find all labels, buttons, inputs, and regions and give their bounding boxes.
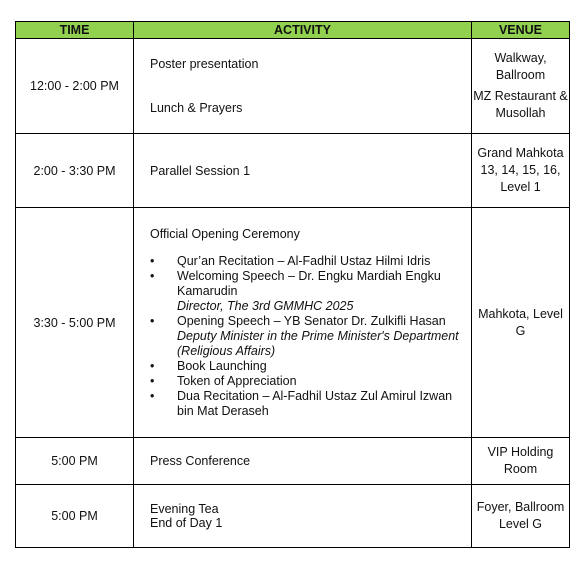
list-item: • Qur’an Recitation – Al-Fadhil Ustaz Hilmi Idris xyxy=(150,254,463,269)
list-item-subtitle: Director, The 3rd GMMHC 2025 xyxy=(177,298,354,313)
activity-cell: Parallel Session 1 xyxy=(134,134,472,208)
header-venue: VENUE xyxy=(472,22,570,39)
time-cell: 5:00 PM xyxy=(16,485,134,548)
table-row xyxy=(16,438,570,485)
list-item: • Opening Speech – YB Senator Dr. Zulkifli Hasan xyxy=(150,314,463,329)
activity-item: End of Day 1 xyxy=(150,516,223,530)
table-row xyxy=(16,485,570,548)
list-item: • Token of Appreciation xyxy=(150,374,463,389)
venue-cell: Mahkota, Level G xyxy=(472,208,570,438)
venue-item: Walkway, Ballroom xyxy=(494,51,547,82)
venue-item: MZ Restaurant & Musollah xyxy=(473,89,568,120)
list-item-subtitle: Deputy Minister in the Prime Minister's Department (Religious Affairs) xyxy=(177,328,459,358)
venue-cell: VIP Holding Room xyxy=(472,438,570,485)
time-cell: 2:00 - 3:30 PM xyxy=(16,134,134,208)
venue-cell xyxy=(472,39,570,134)
activity-item: Lunch & Prayers xyxy=(150,101,243,115)
schedule-table xyxy=(15,21,570,548)
activity-cell xyxy=(134,39,472,134)
ceremony-title: Official Opening Ceremony xyxy=(150,226,300,241)
header-activity: ACTIVITY xyxy=(134,22,472,39)
activity-item: Poster presentation xyxy=(150,57,259,71)
venue-cell: Foyer, Ballroom Level G xyxy=(472,485,570,548)
table-row xyxy=(16,134,570,208)
activity-cell xyxy=(134,485,472,548)
table-row xyxy=(16,39,570,134)
header-row xyxy=(16,22,570,39)
list-item: • Welcoming Speech – Dr. Engku Mardiah Engku Kamarudin xyxy=(150,269,463,299)
list-item: • Dua Recitation – Al-Fadhil Ustaz Zul Amirul Izwan bin Mat Deraseh xyxy=(150,389,463,419)
header-time: TIME xyxy=(16,22,134,39)
venue-cell: Grand Mahkota 13, 14, 15, 16, Level 1 xyxy=(472,134,570,208)
list-item: • Book Launching xyxy=(150,359,463,374)
activity-cell: Press Conference xyxy=(134,438,472,485)
time-cell: 12:00 - 2:00 PM xyxy=(16,39,134,134)
time-cell: 3:30 - 5:00 PM xyxy=(16,208,134,438)
activity-item: Evening Tea xyxy=(150,502,219,516)
activity-cell xyxy=(134,208,472,438)
time-cell: 5:00 PM xyxy=(16,438,134,485)
table-row xyxy=(16,208,570,438)
